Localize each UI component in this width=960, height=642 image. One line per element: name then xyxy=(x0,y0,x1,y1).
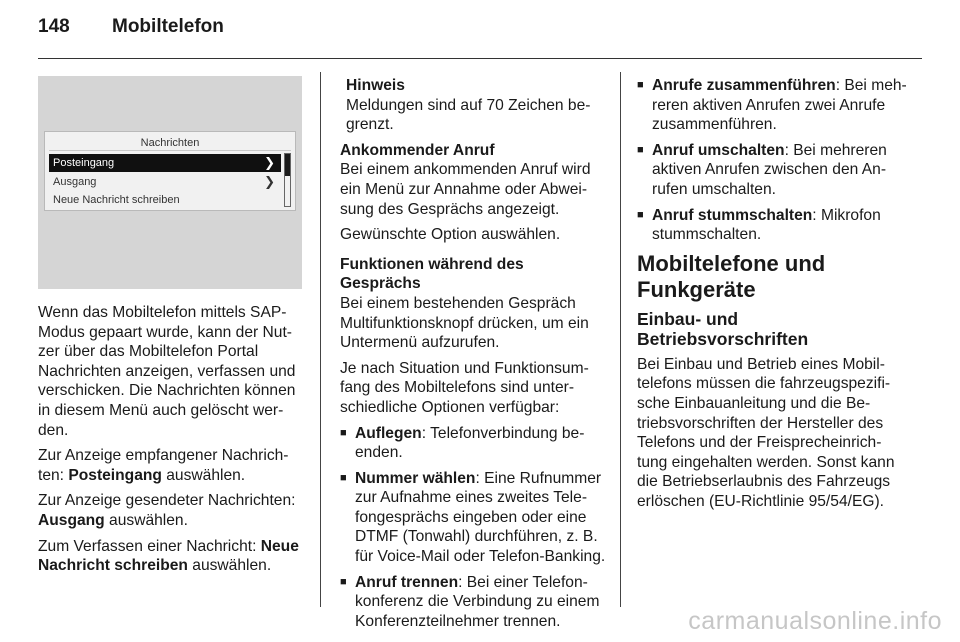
note-box xyxy=(340,76,608,135)
list-item: ■ Nummer wählen: Eine Rufnummer zur Aufnahme eines zweites Tele-fongesprächs eingeben oder eine DTMF (Tonwahl) durchführen, z. B. für Voice-Mail oder Telefon-Banking. xyxy=(340,469,608,567)
menu-item-neue-nachricht[interactable] xyxy=(49,191,281,209)
during-call-text: Bei einem bestehenden Gespräch Multifunktionsknopf drücken, um ein Untermenü aufzurufen. xyxy=(340,294,589,352)
term-neue-nachricht: Neue Nachricht schreiben xyxy=(38,537,299,575)
watermark: carmanualsonline.info xyxy=(688,607,942,635)
list-item: ■ Anruf stummschalten: Mikrofon stummschalten. xyxy=(637,206,911,245)
messages-menu xyxy=(44,131,296,211)
list-item: ■ Anruf trennen: Bei einer Telefon-konferenz die Verbindung zu einem Konferenzteilnehmer trennen. xyxy=(340,573,608,632)
paragraph-sap: Wenn das Mobiltelefon mittels SAP-Modus gepaart wurde, kann der Nut-zer über das Mobiltelefon Portal Nachrichten anzeigen, verfassen und verschicken. Die Nachrichten können in diesem Menü auch gelöscht wer-den. xyxy=(38,304,296,439)
paragraph-outbox: Zur Anzeige gesendeter Nachrichten: Ausgang auswählen. xyxy=(38,492,296,529)
term-posteingang: Posteingang xyxy=(68,466,162,484)
page-title: Mobiltelefon xyxy=(112,16,224,37)
column-1 xyxy=(38,303,306,582)
list-item: ■ Anruf umschalten: Bei mehreren aktiven Anrufen zwischen den An-rufen umschalten. xyxy=(637,141,911,200)
header-rule xyxy=(38,58,922,59)
call-options-list xyxy=(340,424,608,632)
menu-item-label: Posteingang xyxy=(53,157,115,169)
installation-text: Bei Einbau und Betrieb eines Mobil-telefons müssen die fahrzeugspezifi-sche Einbauanleitung und die Be-triebsvorschriften der Hersteller des Telefons und der Freisprecheinrich-tung eingehalten werden. Sonst kann die Betriebserlaubnis des Fahrzeugs erlöschen (EU-Richtlinie 95/54/EG). xyxy=(637,355,895,510)
paragraph-inbox: Zur Anzeige empfangener Nachrich-ten: Posteingang auswählen. xyxy=(38,447,289,484)
menu-screenshot xyxy=(38,76,302,289)
subsection-heading: Einbau- und Betriebsvorschriften xyxy=(637,308,809,349)
call-options-list-continued xyxy=(637,76,911,245)
menu-title: Nachrichten xyxy=(140,137,200,149)
menu-item-posteingang[interactable] xyxy=(49,154,281,172)
column-2 xyxy=(340,76,608,637)
paragraph-compose: Zum Verfassen einer Nachricht: Neue Nachricht schreiben auswählen. xyxy=(38,537,299,575)
options-text: Je nach Situation und Funktionsum-fang des Mobiltelefons sind unter-schiedliche Optionen verfügbar: xyxy=(340,359,589,416)
column-divider-2 xyxy=(620,72,621,607)
chevron-right-icon: ❯ xyxy=(264,174,275,189)
during-call-heading: Funktionen während des Gesprächs xyxy=(340,255,524,293)
menu-item-label: Neue Nachricht schreiben xyxy=(53,194,180,206)
scrollbar-thumb[interactable] xyxy=(285,154,290,176)
menu-item-ausgang[interactable] xyxy=(49,173,281,191)
column-divider-1 xyxy=(320,72,321,607)
page-number: 148 xyxy=(38,16,70,37)
chevron-right-icon: ❯ xyxy=(264,155,275,170)
term-ausgang: Ausgang xyxy=(38,511,105,529)
section-heading: Mobiltelefone und Funkgeräte xyxy=(637,250,826,302)
note-text: Meldungen sind auf 70 Zeichen be-grenzt. xyxy=(346,96,591,134)
incoming-call-text: Bei einem ankommenden Anruf wird ein Menü zur Annahme oder Abwei-sung des Gesprächs angezeigt. xyxy=(340,161,591,218)
choose-option-text: Gewünschte Option auswählen. xyxy=(340,226,561,244)
list-item: ■ Auflegen: Telefonverbindung be-enden. xyxy=(340,424,608,463)
page-header xyxy=(38,16,224,52)
column-3 xyxy=(637,76,911,518)
note-heading: Hinweis xyxy=(346,77,405,94)
incoming-call-heading: Ankommender Anruf xyxy=(340,141,495,159)
menu-scrollbar[interactable] xyxy=(284,153,291,207)
list-item: ■ Anrufe zusammenführen: Bei meh-reren aktiven Anrufen zwei Anrufe zusammenführen. xyxy=(637,76,911,135)
menu-divider xyxy=(49,150,291,151)
menu-item-label: Ausgang xyxy=(53,176,97,188)
